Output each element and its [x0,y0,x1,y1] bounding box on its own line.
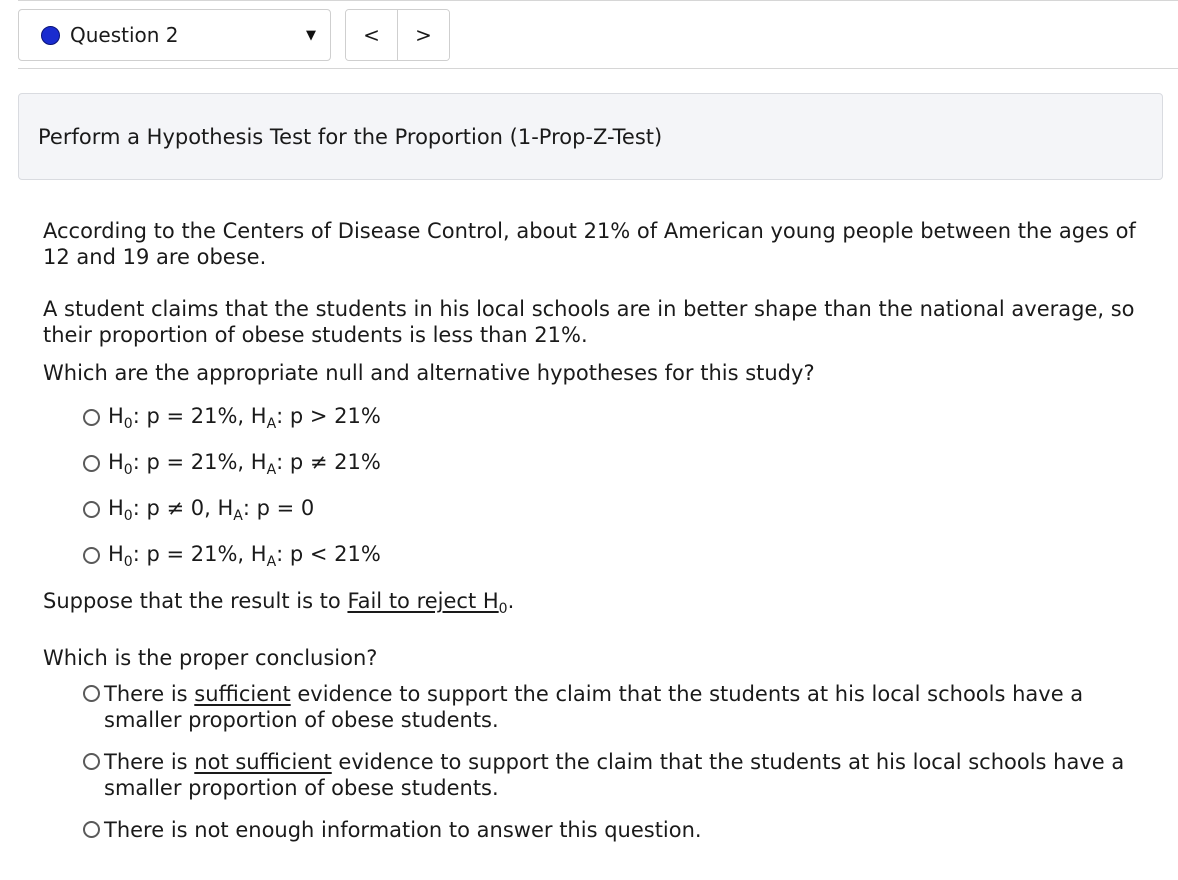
caret-down-icon: ▼ [306,27,316,43]
conclusion-text: There is sufficient evidence to support the claim that the students at his local schools have a smaller proportion of obese students. [104,682,1084,732]
radio-button[interactable] [83,547,100,564]
hypothesis-text: $H_0$: p = 21%, $H_A$: p < 21% [108,541,381,570]
top-border [18,0,1178,1]
radio-button[interactable] [83,821,100,838]
nav-separator [18,68,1178,69]
question-title-box [18,93,1163,180]
conclusion-option-2[interactable] [83,749,1163,801]
conclusion-options [83,681,1163,843]
radio-button[interactable] [83,753,100,770]
hypotheses-question: Which are the appropriate null and alternative hypotheses for this study? [43,361,815,385]
result-statement: Suppose that the result is to Fail to reject $H_0$. [43,589,515,617]
next-question-button[interactable]: > [397,10,449,60]
hypotheses-options [83,394,1163,578]
question-select-label: Question 2 [70,23,179,47]
hypothesis-option-4[interactable] [83,532,1163,578]
conclusion-option-1[interactable] [83,681,1163,733]
radio-button[interactable] [83,409,100,426]
conclusion-text: There is not sufficient evidence to support the claim that the students at his local schools have a smaller proportion of obese students. [104,750,1125,800]
question-title: Perform a Hypothesis Test for the Proportion (1-Prop-Z-Test) [38,124,663,149]
hypothesis-text: $H_0$: p ≠ 0, $H_A$: p = 0 [108,495,315,524]
hypothesis-text: $H_0$: p = 21%, $H_A$: p ≠ 21% [108,449,381,478]
conclusion-question: Which is the proper conclusion? [43,646,378,670]
question-status-dot [41,26,60,45]
hypothesis-text: $H_0$: p = 21%, $H_A$: p > 21% [108,403,381,432]
fail-to-reject-term: Fail to reject $H_0$ [347,589,508,617]
intro-text: According to the Centers of Disease Control, about 21% of American young people between the ages of 12 and 19 are obese. [43,219,1136,269]
question-select[interactable] [18,9,331,61]
hypothesis-option-2[interactable] [83,440,1163,486]
conclusion-text: There is not enough information to answer this question. [104,818,702,842]
radio-button[interactable] [83,455,100,472]
hypothesis-option-3[interactable] [83,486,1163,532]
previous-question-button[interactable]: < [346,10,397,60]
radio-button[interactable] [83,685,100,702]
question-nav [18,8,450,62]
prev-next-group [345,9,450,61]
hypothesis-option-1[interactable] [83,394,1163,440]
claim-text: A student claims that the students in his local schools are in better shape than the national average, so their proportion of obese students is less than 21%. [43,297,1135,347]
question-content [43,218,1163,859]
radio-button[interactable] [83,501,100,518]
conclusion-option-3[interactable] [83,817,1163,843]
not-sufficient-term: not sufficient [194,750,332,774]
sufficient-term: sufficient [194,682,291,706]
